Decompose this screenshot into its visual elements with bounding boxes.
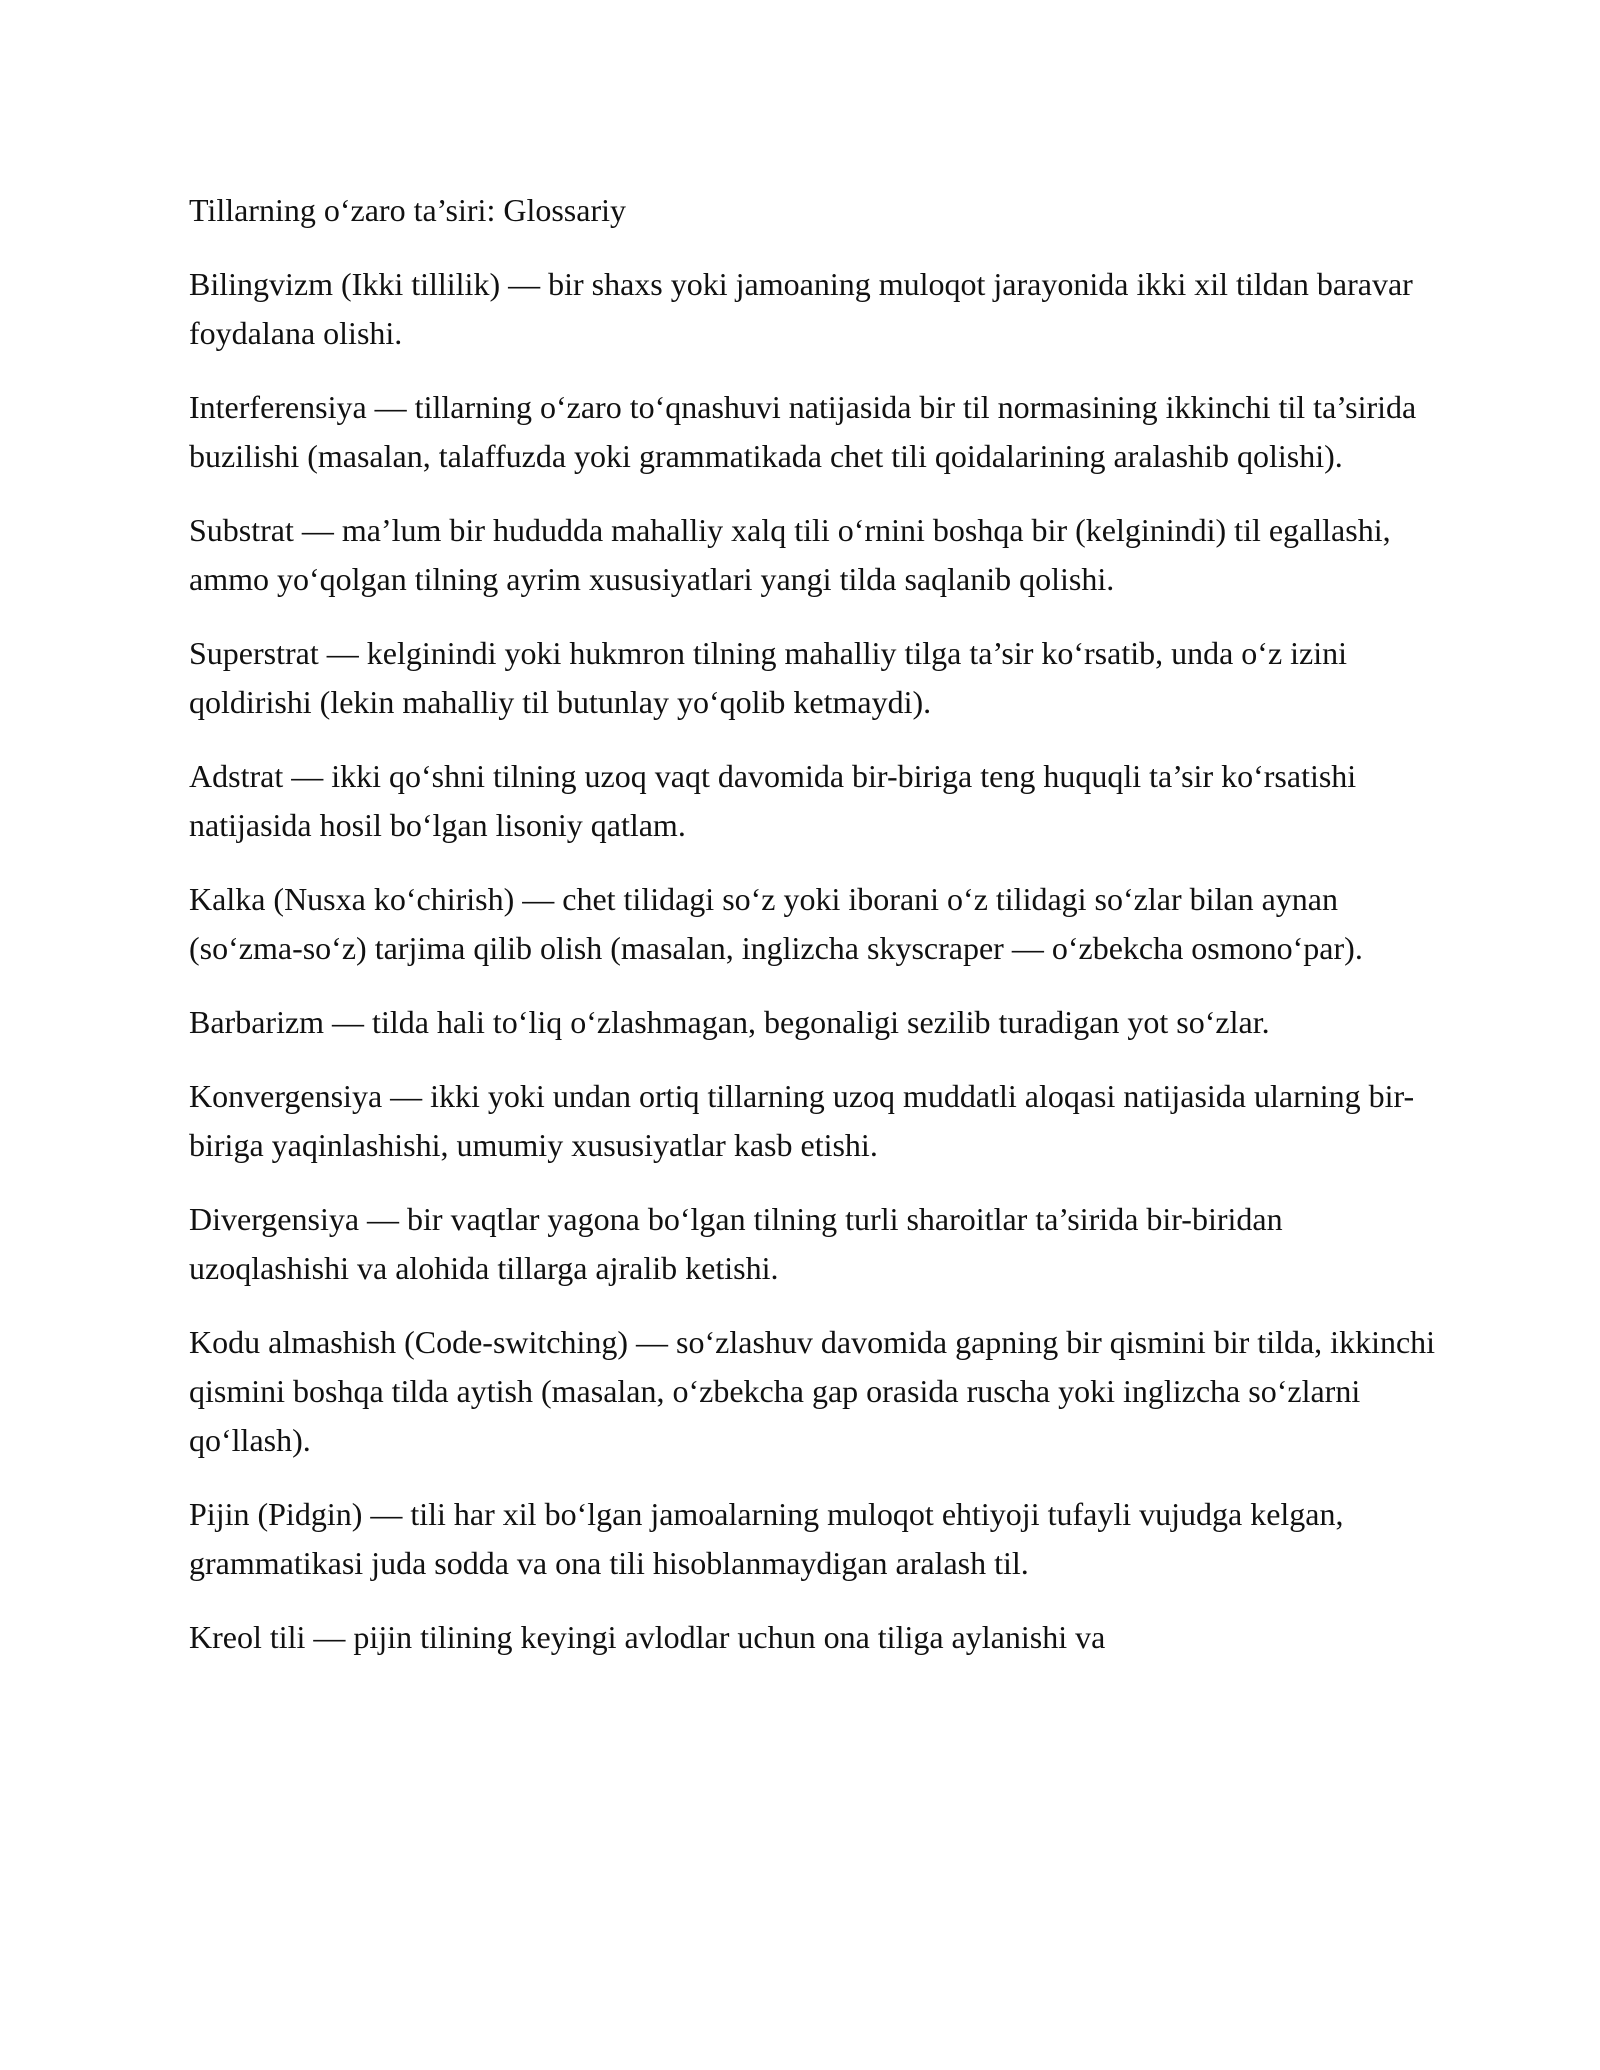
glossary-entry-divergensiya: Divergensiya — bir vaqtlar yagona bo‘lgan tilning turli sharoitlar ta’sirida bir-biridan uzoqlashishi va alohida tillarga ajralib ketishi.: [189, 1201, 1283, 1286]
glossary-entry-interferensiya: Interferensiya — tillarning o‘zaro to‘qnashuvi natijasida bir til normasining ikkinchi til ta’sirida buzilishi (masalan, talaffuzda yoki grammatikada chet tili qoidalarining aralashib qolishi).: [189, 389, 1417, 474]
glossary-entry-konvergensiya: Konvergensiya — ikki yoki undan ortiq tillarning uzoq muddatli aloqasi natijasida ularning bir-biriga yaqinlashishi, umumiy xususiyatlar kasb etishi.: [189, 1078, 1415, 1163]
glossary-entry-bilingvizm: Bilingvizm (Ikki tillilik) — bir shaxs yoki jamoaning muloqot jarayonida ikki xil tildan baravar foydalana olishi.: [189, 266, 1413, 351]
glossary-entry-adstrat: Adstrat — ikki qo‘shni tilning uzoq vaqt davomida bir-biriga teng huquqli ta’sir ko‘rsatishi natijasida hosil bo‘lgan lisoniy qatlam.: [189, 758, 1357, 843]
document-title: Tillarning o‘zaro ta’siri: Glossariy: [189, 192, 626, 228]
glossary-entry-kalka: Kalka (Nusxa ko‘chirish) — chet tilidagi so‘z yoki iborani o‘z tilidagi so‘zlar bilan aynan (so‘zma-so‘z) tarjima qilib olish (masalan, inglizcha skyscraper — o‘zbekcha osmono‘par).: [189, 881, 1363, 966]
document-body: [189, 186, 1439, 1687]
glossary-entry-substrat: Substrat — ma’lum bir hududda mahalliy xalq tili o‘rnini boshqa bir (kelginindi) til egallashi, ammo yo‘qolgan tilning ayrim xususiyatlari yangi tilda saqlanib qolishi.: [189, 512, 1391, 597]
glossary-entry-pijin: Pijin (Pidgin) — tili har xil bo‘lgan jamoalarning muloqot ehtiyoji tufayli vujudga kelgan, grammatikasi juda sodda va ona tili hisoblanmaydigan aralash til.: [189, 1496, 1344, 1581]
glossary-entry-kodu-almashish: Kodu almashish (Code-switching) — so‘zlashuv davomida gapning bir qismini bir tilda, ikkinchi qismini boshqa tilda aytish (masalan, o‘zbekcha gap orasida ruscha yoki inglizcha so‘zlarni qo‘llash).: [189, 1324, 1436, 1458]
glossary-entry-kreol-tili: Kreol tili — pijin tilining keyingi avlodlar uchun ona tiliga aylanishi va: [189, 1619, 1106, 1655]
glossary-entry-superstrat: Superstrat — kelginindi yoki hukmron tilning mahalliy tilga ta’sir ko‘rsatib, unda o‘z izini qoldirishi (lekin mahalliy til butunlay yo‘qolib ketmaydi).: [189, 635, 1348, 720]
glossary-entry-barbarizm: Barbarizm — tilda hali to‘liq o‘zlashmagan, begonaligi sezilib turadigan yot so‘zlar.: [189, 1004, 1270, 1040]
